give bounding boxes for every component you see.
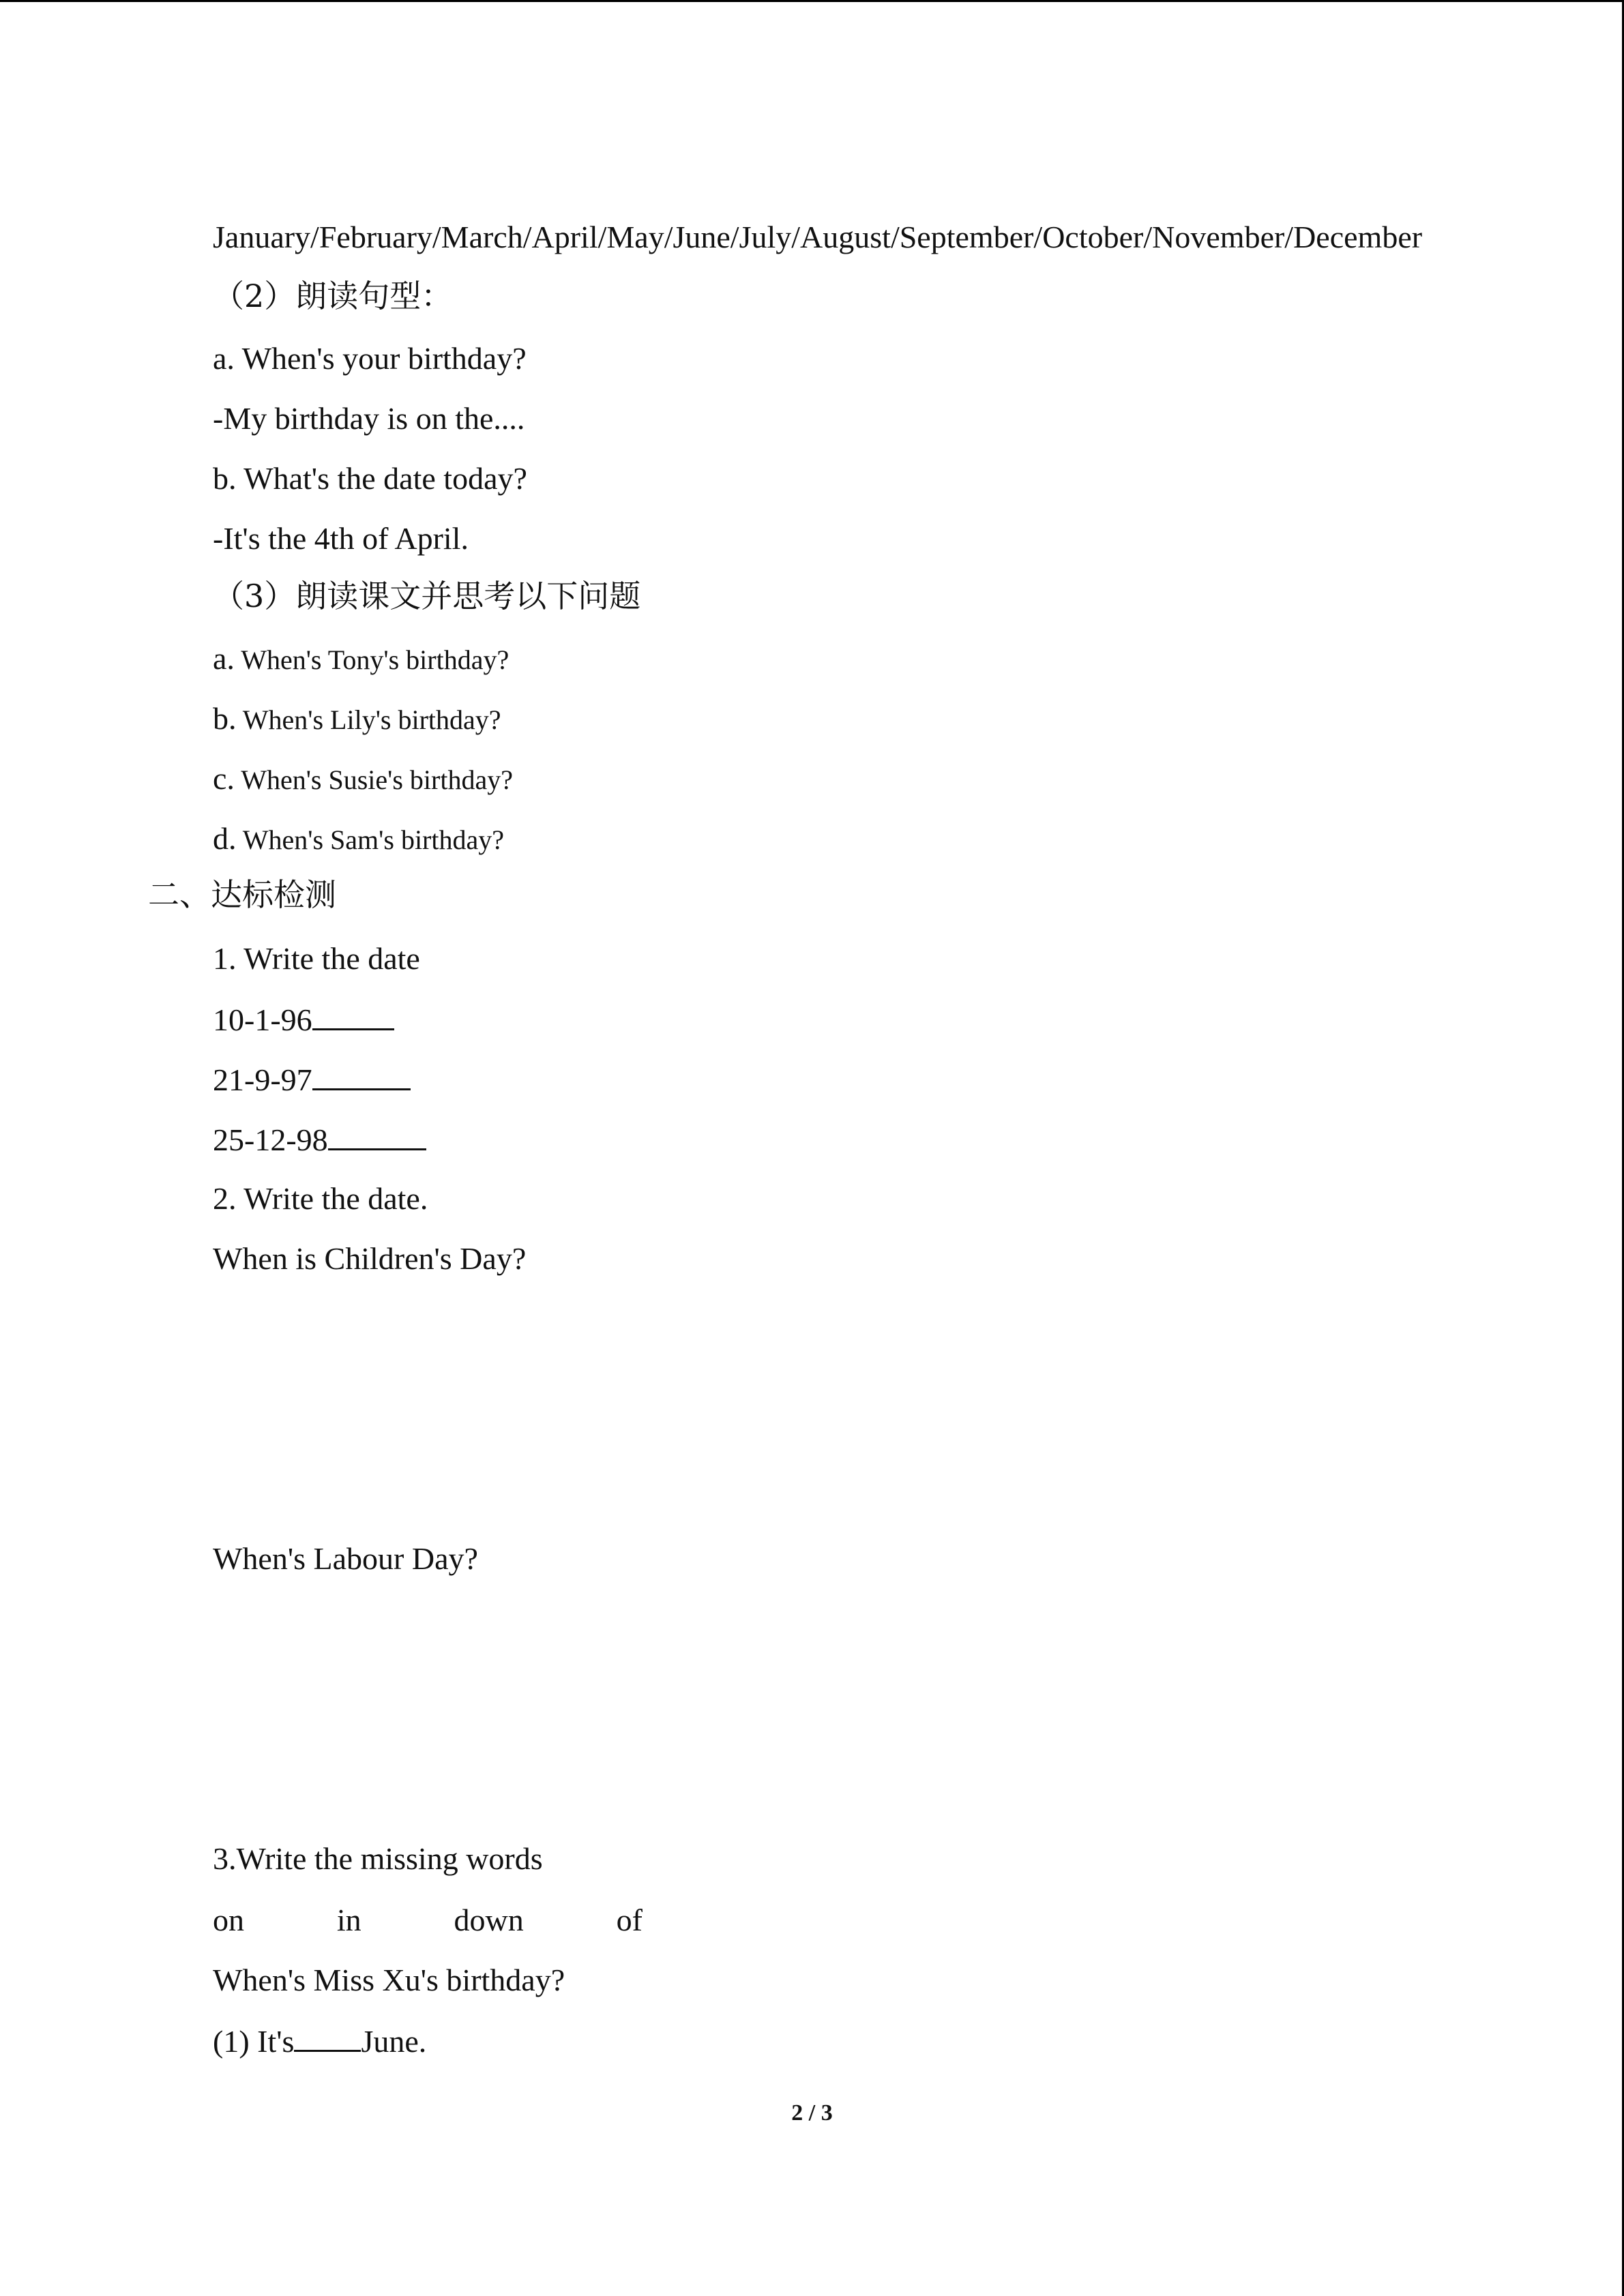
exercise1-item [213, 1058, 411, 1101]
section-reading-text: （3）朗读课文并思考以下问题 [213, 578, 641, 614]
question-text: When's Sam's birthday? [236, 824, 504, 855]
word-bank-item: of [616, 1903, 643, 1937]
months-line: January/February/March/April/May/June/July/August/September/October/November/December [213, 220, 1423, 254]
answer-blank[interactable] [312, 998, 394, 1030]
answer-blank[interactable] [294, 2020, 361, 2052]
pattern-line: a. When's your birthday? [213, 341, 527, 376]
word-bank [213, 1900, 643, 1941]
question-text: When's Lily's birthday? [236, 704, 501, 735]
pattern-line: -My birthday is on the.... [213, 401, 525, 436]
word-bank-item: in [336, 1903, 361, 1937]
date-text: 25-12-98 [213, 1122, 328, 1157]
answer-blank[interactable] [328, 1118, 426, 1150]
question-letter: c. [213, 761, 235, 796]
pattern-line: -It's the 4th of April. [213, 521, 469, 556]
question-letter: d. [213, 821, 237, 856]
item-suffix: June. [361, 2024, 427, 2059]
exercise1-title: 1. Write the date [213, 941, 420, 976]
answer-blank[interactable] [312, 1058, 411, 1090]
question-item [213, 758, 513, 801]
exercise3-item [213, 2020, 426, 2062]
page-number: 2 / 3 [791, 2100, 833, 2126]
question-item [213, 698, 501, 741]
exercise1-item [213, 1118, 426, 1161]
exercise2-title: 2. Write the date. [213, 1181, 428, 1216]
item-prefix: (1) It's [213, 2024, 295, 2059]
date-text: 21-9-97 [213, 1062, 312, 1097]
exercise1-item [213, 998, 394, 1041]
exercise3-question: When's Miss Xu's birthday? [213, 1963, 565, 1997]
question-item [213, 638, 509, 681]
question-text: When's Tony's birthday? [234, 644, 510, 675]
exercise2-question: When's Labour Day? [213, 1541, 478, 1576]
word-bank-item: on [213, 1903, 244, 1937]
exercise3-title: 3.Write the missing words [213, 1841, 543, 1876]
exercise2-question: When is Children's Day? [213, 1241, 527, 1276]
date-text: 10-1-96 [213, 1002, 312, 1037]
pattern-line: b. What's the date today? [213, 461, 527, 496]
page-top-border [0, 0, 1624, 2]
question-text: When's Susie's birthday? [234, 764, 513, 795]
section-reading-patterns: （2）朗读句型： [213, 278, 453, 314]
section-two-heading: 二、达标检测 [148, 876, 336, 913]
question-item [213, 818, 504, 861]
word-bank-item: down [454, 1903, 524, 1937]
question-letter: a. [213, 641, 235, 676]
question-letter: b. [213, 701, 237, 736]
